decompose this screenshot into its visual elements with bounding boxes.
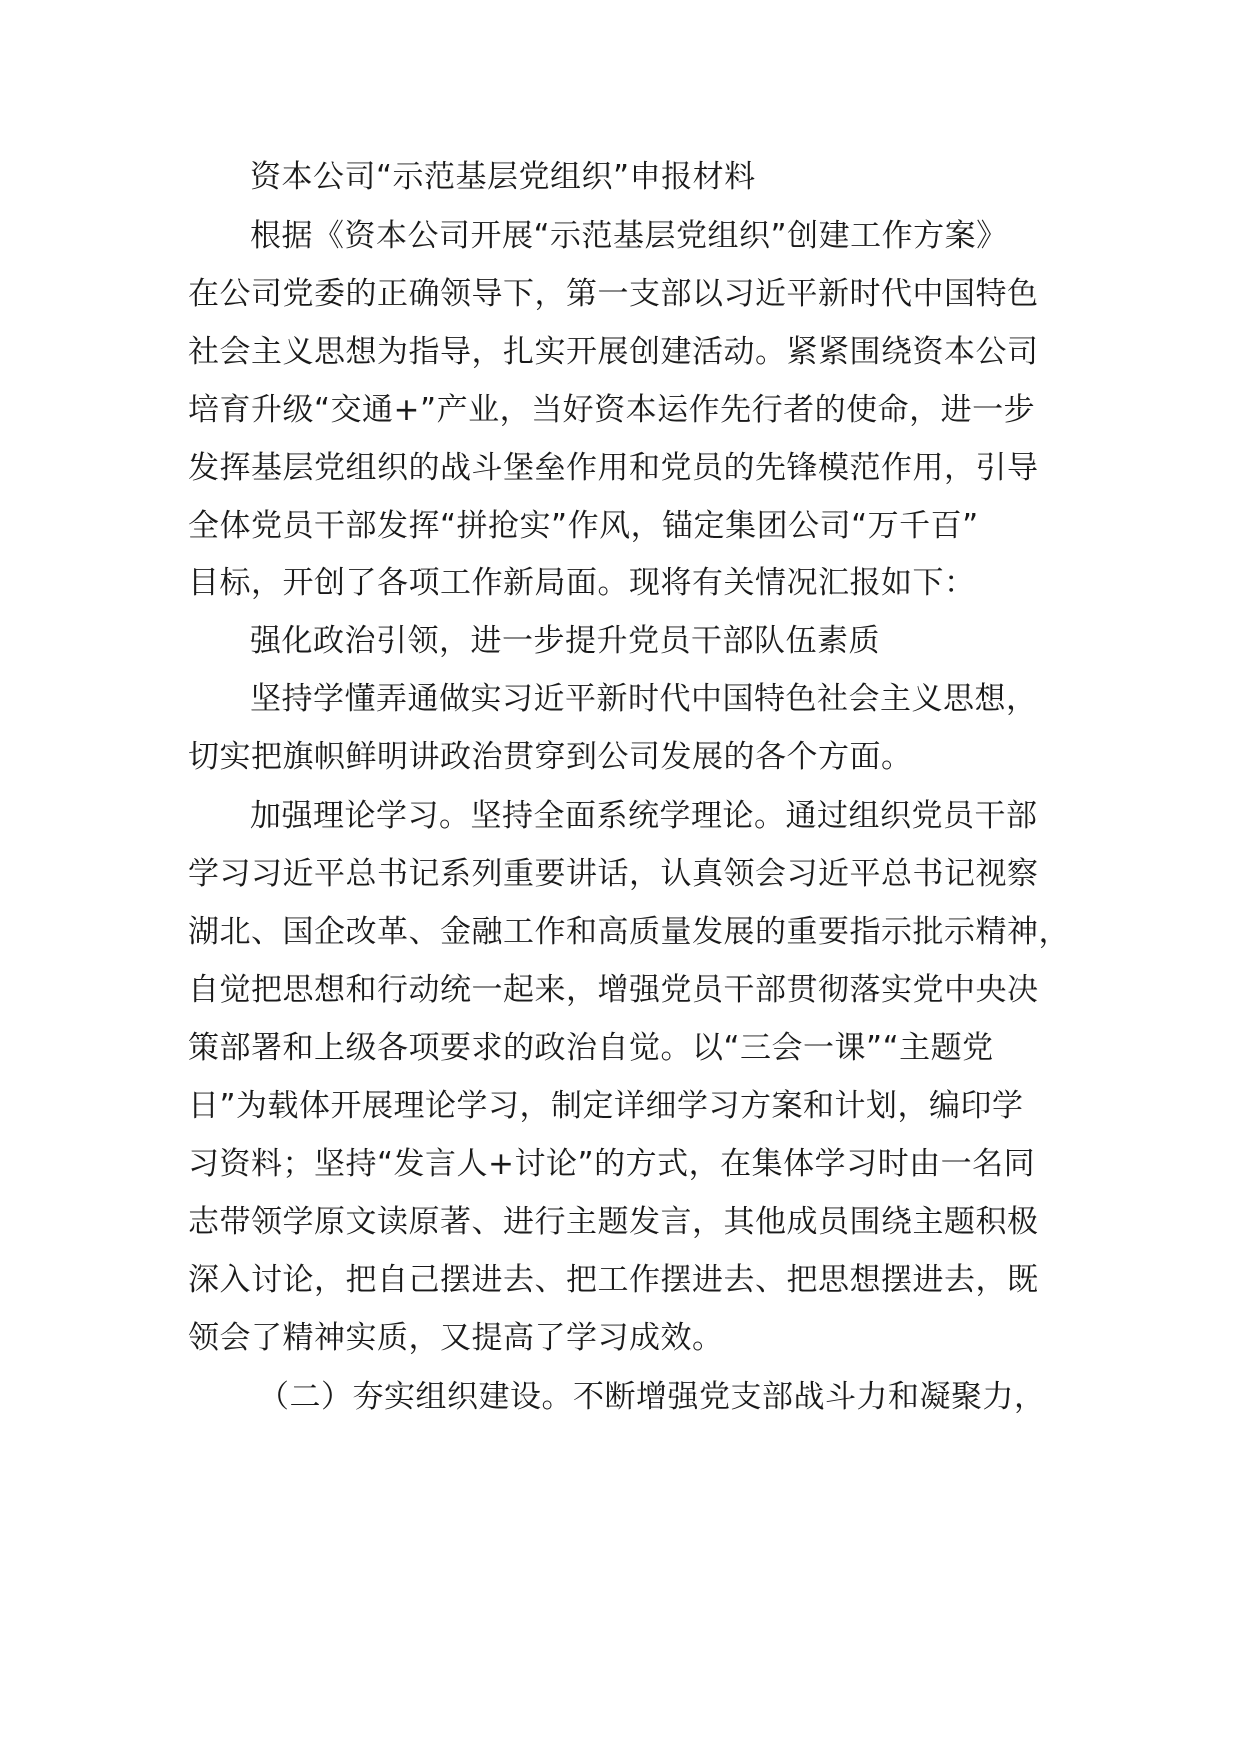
paragraph-line: 坚持学懂弄通做实习近平新时代中国特色社会主义思想， xyxy=(250,681,1038,717)
paragraph-line: 在公司党委的正确领导下，第一支部以习近平新时代中国特色 xyxy=(188,276,1039,312)
paragraph-line: 根据《资本公司开展“示范基层党组织”创建工作方案》 xyxy=(250,218,1008,254)
paragraph-line: 习资料；坚持“发言人+讨论”的方式，在集体学习时由一名同 xyxy=(188,1146,1036,1182)
document-title: 资本公司“示范基层党组织”申报材料 xyxy=(250,159,756,195)
paragraph-line: 社会主义思想为指导，扎实开展创建活动。紧紧围绕资本公司 xyxy=(188,334,1039,370)
paragraph-line: 深入讨论，把自己摆进去、把工作摆进去、把思想摆进去，既 xyxy=(188,1262,1039,1298)
paragraph-line: 培育升级“交通+”产业，当好资本运作先行者的使命，进一步 xyxy=(188,392,1036,428)
paragraph-line: 策部署和上级各项要求的政治自觉。以“三会一课”“主题党 xyxy=(188,1030,994,1066)
paragraph-line: 加强理论学习。坚持全面系统学理论。通过组织党员干部 xyxy=(250,798,1038,834)
section-heading: （二）夯实组织建设。不断增强党支部战斗力和凝聚力， xyxy=(258,1379,1046,1415)
paragraph-line: 领会了精神实质，又提高了学习成效。 xyxy=(188,1320,724,1356)
paragraph-line: 日”为载体开展理论学习，制定详细学习方案和计划，编印学 xyxy=(188,1088,1024,1124)
paragraph-line: 学习习近平总书记系列重要讲话，认真领会习近平总书记视察 xyxy=(188,856,1039,892)
paragraph-line: 全体党员干部发挥“拼抢实”作风，锚定集团公司“万千百” xyxy=(188,508,979,544)
section-heading: 强化政治引领，进一步提升党员干部队伍素质 xyxy=(250,623,880,659)
paragraph-line: 湖北、国企改革、金融工作和高质量发展的重要指示批示精神， xyxy=(188,914,1070,950)
paragraph-line: 志带领学原文读原著、进行主题发言，其他成员围绕主题积极 xyxy=(188,1204,1039,1240)
paragraph-line: 自觉把思想和行动统一起来，增强党员干部贯彻落实党中央决 xyxy=(188,972,1039,1008)
paragraph-line: 目标，开创了各项工作新局面。现将有关情况汇报如下： xyxy=(188,565,976,601)
paragraph-line: 发挥基层党组织的战斗堡垒作用和党员的先锋模范作用，引导 xyxy=(188,450,1039,486)
paragraph-line: 切实把旗帜鲜明讲政治贯穿到公司发展的各个方面。 xyxy=(188,739,913,775)
